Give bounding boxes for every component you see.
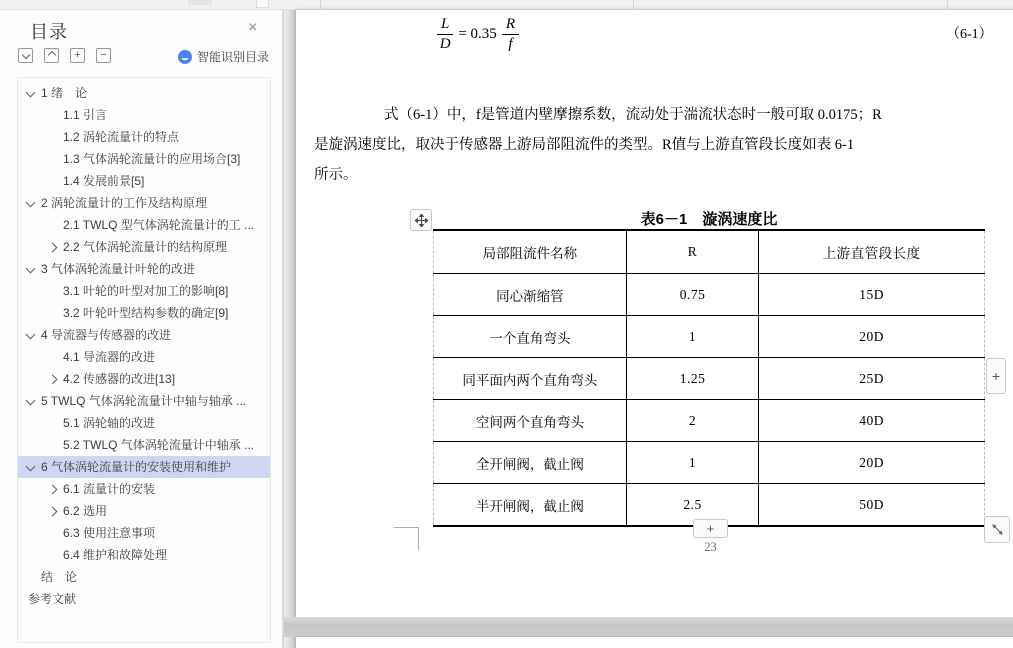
toc-tree	[17, 77, 271, 643]
toc-item[interactable]	[18, 500, 270, 522]
toc-item-label: 6.1 流量计的安装	[63, 482, 156, 496]
equation-number: （6-1）	[946, 27, 993, 42]
toc-item[interactable]	[18, 390, 270, 412]
table-cell: 20D	[759, 442, 985, 484]
toc-item-label: 参考文献	[28, 592, 77, 606]
minus-icon: −	[100, 49, 107, 61]
toc-item[interactable]	[18, 280, 270, 302]
table-cell: 1.25	[626, 358, 759, 400]
toc-panel-title: 目录	[30, 22, 68, 42]
toc-item[interactable]	[18, 434, 270, 456]
close-icon[interactable]: ×	[248, 19, 258, 36]
toc-item[interactable]	[18, 522, 270, 544]
table-cell: 2.5	[626, 484, 759, 527]
chevron-down-icon[interactable]	[26, 198, 36, 208]
formula-middle: = 0.35	[458, 26, 497, 42]
toolbar-remnant	[188, 0, 212, 5]
table-resize-handle[interactable]	[984, 516, 1010, 543]
ai-assistant-icon	[178, 50, 192, 64]
toc-item-label: 1 绪 论	[41, 86, 88, 100]
toc-item[interactable]	[18, 170, 270, 192]
move-arrows-icon	[415, 214, 428, 227]
table-row	[434, 400, 985, 442]
toc-toolbar	[18, 48, 111, 64]
plus-icon: +	[74, 49, 81, 61]
chevron-down-icon[interactable]	[26, 396, 36, 406]
toc-item-label: 6.2 选用	[63, 504, 108, 518]
table-wrapper	[433, 229, 985, 527]
paragraph-line: 所示。	[314, 167, 358, 183]
toc-item[interactable]	[18, 566, 270, 588]
table-header-cell: R	[626, 230, 759, 274]
toc-item-label: 5.1 涡轮轴的改进	[63, 416, 156, 430]
chevron-down-icon[interactable]	[26, 264, 36, 274]
toc-item[interactable]	[18, 368, 270, 390]
table-cell: 全开闸阀，截止阀	[434, 442, 627, 484]
toc-item-label: 6.3 使用注意事项	[63, 526, 156, 540]
table-cell: 40D	[759, 400, 985, 442]
page-gap	[284, 617, 1013, 637]
page-left-gap	[284, 10, 296, 648]
chevron-down-icon[interactable]	[26, 330, 36, 340]
add-row-button[interactable]: +	[693, 519, 728, 538]
chevron-down-icon[interactable]	[26, 88, 36, 98]
toc-item-label: 5.2 TWLQ 气体涡轮流量计中轴承 ...	[63, 438, 255, 452]
toc-item[interactable]	[18, 346, 270, 368]
table-cell: 半开闸阀，截止阀	[434, 484, 627, 527]
window-top-edge	[0, 0, 1013, 10]
toc-item-label: 6 气体涡轮流量计的安装使用和维护	[41, 460, 232, 474]
toc-item[interactable]	[18, 104, 270, 126]
chevron-right-icon[interactable]	[48, 375, 58, 385]
table-row	[434, 316, 985, 358]
toc-item-label: 2 涡轮流量计的工作及结构原理	[41, 196, 208, 210]
table-cell: 1	[626, 316, 759, 358]
toc-item-label: 1.3 气体涡轮流量计的应用场合[3]	[63, 152, 241, 166]
chevron-down-button[interactable]	[18, 48, 33, 63]
toolbar-remnant	[256, 0, 269, 8]
fraction-LD	[437, 16, 453, 53]
toc-panel	[0, 10, 283, 648]
document-area	[284, 10, 1013, 648]
chevron-right-icon[interactable]	[48, 243, 58, 253]
table-header-cell: 上游直管段长度	[759, 230, 985, 274]
toc-item[interactable]	[18, 258, 270, 280]
toc-item-label: 结 论	[41, 570, 78, 584]
toc-item[interactable]	[18, 126, 270, 148]
chevron-down-icon[interactable]	[26, 462, 36, 472]
toc-item-label: 3.2 叶轮叶型结构参数的确定[9]	[63, 306, 229, 320]
table-cell: 2	[626, 400, 759, 442]
table-cell: 0.75	[626, 274, 759, 316]
toc-item-label: 5 TWLQ 气体涡轮流量计中轴与轴承 ...	[41, 394, 247, 408]
paragraph-line: 是旋涡速度比，取决于传感器上游局部阻流件的类型。R值与上游直管段长度如表 6-1	[314, 137, 855, 153]
table-row	[434, 274, 985, 316]
table-row	[434, 442, 985, 484]
toc-item[interactable]	[18, 544, 270, 566]
table-cell: 25D	[759, 358, 985, 400]
table-cell: 20D	[759, 316, 985, 358]
body-paragraph	[314, 100, 1013, 190]
toc-item-label: 2.2 气体涡轮流量计的结构原理	[63, 240, 228, 254]
toc-item[interactable]	[18, 192, 270, 214]
toc-item-label: 4 导流器与传感器的改进	[41, 328, 172, 342]
toc-item-label: 1.2 涡轮流量计的特点	[63, 130, 180, 144]
chevron-up-button[interactable]	[44, 48, 59, 63]
resize-diagonal-icon	[991, 523, 1004, 536]
toc-item-label: 1.4 发展前景[5]	[63, 174, 145, 188]
table-move-handle[interactable]	[410, 209, 432, 231]
table-header-row	[434, 230, 985, 274]
toc-item[interactable]	[18, 412, 270, 434]
chevron-up-icon	[47, 50, 55, 58]
table-cell: 50D	[759, 484, 985, 527]
vortex-table	[433, 229, 985, 527]
add-column-button[interactable]: +	[986, 358, 1006, 394]
fraction-Rf	[502, 16, 519, 53]
text-boundary-corner	[394, 527, 419, 550]
formula-numerator: R	[502, 16, 519, 35]
plus-button[interactable]	[70, 48, 85, 63]
formula-numerator: L	[437, 16, 453, 35]
table-cell: 空间两个直角弯头	[434, 400, 627, 442]
smart-recognize-button[interactable]	[178, 48, 269, 65]
chevron-right-icon[interactable]	[48, 485, 58, 495]
toc-item[interactable]	[18, 456, 270, 478]
table-row	[434, 358, 985, 400]
table-cell: 一个直角弯头	[434, 316, 627, 358]
chevron-right-icon[interactable]	[48, 507, 58, 517]
toc-item[interactable]	[18, 302, 270, 324]
minus-button[interactable]	[96, 48, 111, 63]
formula-denominator: D	[439, 36, 451, 52]
table-cell: 15D	[759, 274, 985, 316]
table-header-cell: 局部阻流件名称	[434, 230, 627, 274]
table-title: 表6－1 漩涡速度比	[640, 211, 778, 228]
toc-item-label: 4.1 导流器的改进	[63, 350, 156, 364]
toc-item-label: 6.4 维护和故障处理	[63, 548, 168, 562]
smart-recognize-label: 智能识别目录	[197, 50, 270, 64]
toc-item[interactable]	[18, 148, 270, 170]
formula-denominator: f	[508, 36, 513, 52]
ruler-tick	[320, 0, 321, 9]
toc-item[interactable]	[18, 324, 270, 346]
table-cell: 同平面内两个直角弯头	[434, 358, 627, 400]
toc-item-label: 1.1 引言	[63, 108, 108, 122]
toc-item[interactable]	[18, 588, 270, 610]
toc-item[interactable]	[18, 478, 270, 500]
ruler-tick	[633, 0, 634, 9]
toc-item-label: 3.1 叶轮的叶型对加工的影响[8]	[63, 284, 229, 298]
page-number: 23	[704, 540, 717, 554]
ruler-tick	[947, 0, 948, 9]
toc-item-label: 3 气体涡轮流量计叶轮的改进	[41, 262, 196, 276]
toc-item[interactable]	[18, 82, 270, 104]
formula-6-1	[437, 16, 519, 53]
toc-item[interactable]	[18, 236, 270, 258]
table-cell: 1	[626, 442, 759, 484]
next-page-edge	[296, 637, 1013, 648]
document-page	[296, 10, 1013, 617]
table-cell: 同心渐缩管	[434, 274, 627, 316]
paragraph-line: 式（6-1）中，f是管道内壁摩擦系数，流动处于湍流状态时一般可取 0.0175；R	[384, 107, 882, 123]
toc-item[interactable]	[18, 214, 270, 236]
toc-item-label: 4.2 传感器的改进[13]	[63, 372, 176, 386]
toc-item-label: 2.1 TWLQ 型气体涡轮流量计的工 ...	[63, 218, 255, 232]
chevron-down-icon	[21, 50, 29, 58]
